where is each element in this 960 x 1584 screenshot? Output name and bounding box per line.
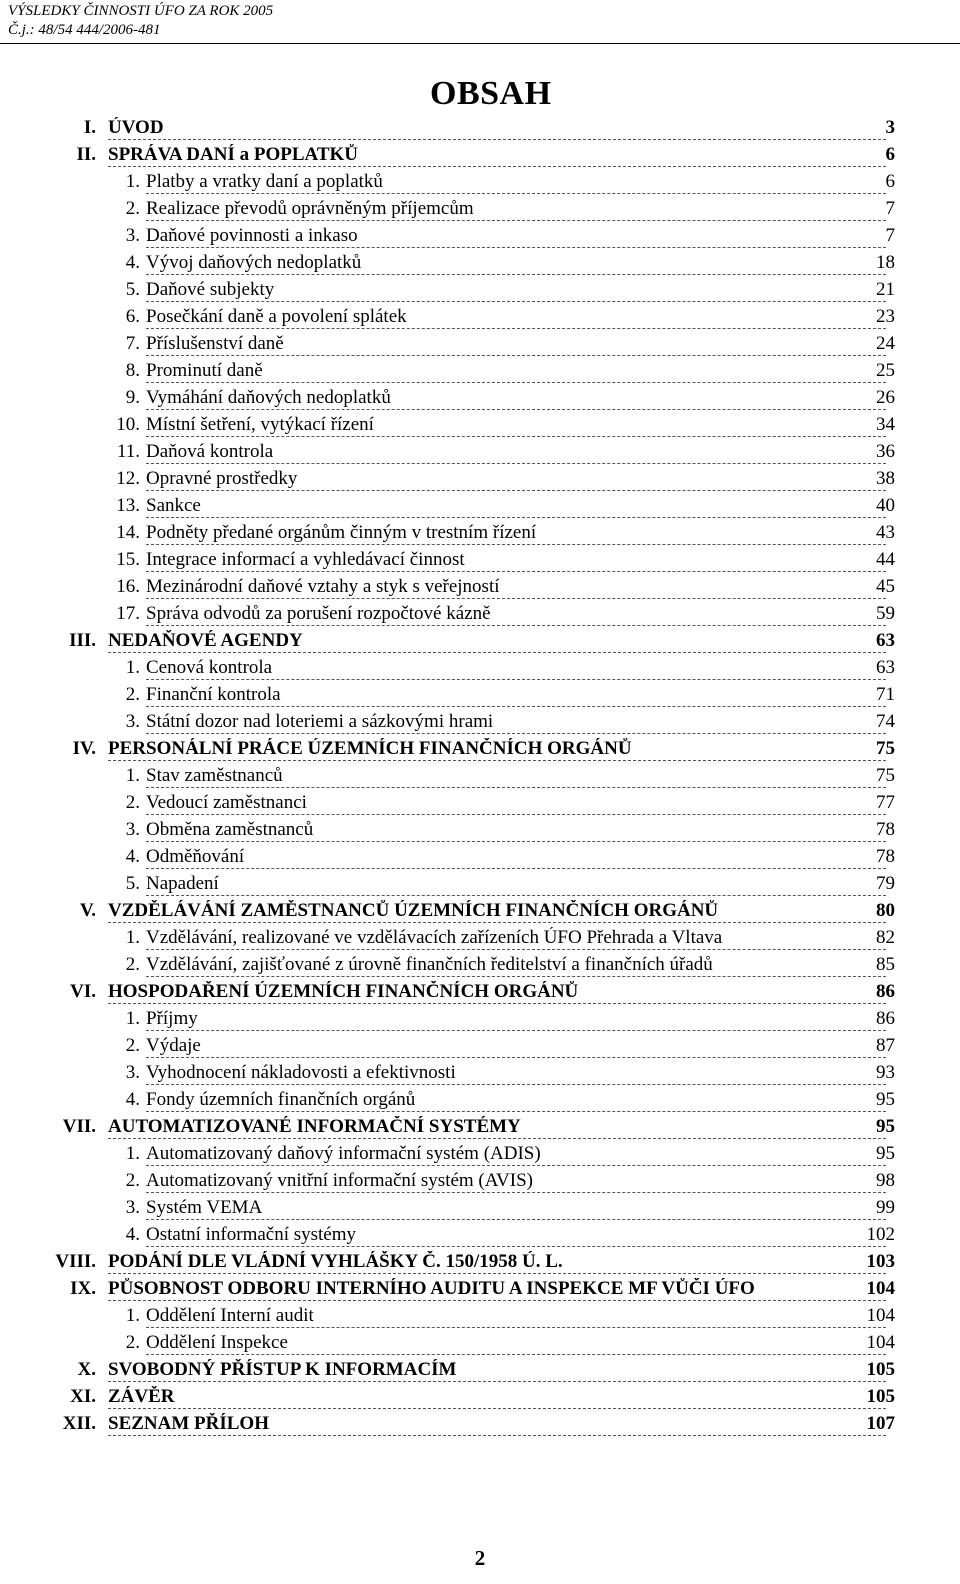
toc-entry-page: 36 (831, 441, 895, 463)
toc-entry-page: 99 (831, 1197, 895, 1219)
toc-entry-leader (146, 765, 886, 788)
toc-section-entry[interactable] (0, 627, 960, 654)
toc-entry-title: ZÁVĚR (108, 1386, 179, 1407)
toc-subsection-entry[interactable] (0, 816, 960, 843)
toc-subsection-entry[interactable] (0, 951, 960, 978)
toc-entry-number: X. (77, 1359, 96, 1380)
toc-entry-number: 1. (125, 927, 140, 948)
toc-entry-number: 10. (116, 414, 140, 435)
header-reference-number: Č.j.: 48/54 444/2006-481 (8, 22, 161, 38)
toc-entry-title: Cenová kontrola (146, 657, 276, 678)
toc-subsection-entry[interactable] (0, 168, 960, 195)
toc-section-entry[interactable] (0, 1275, 960, 1302)
toc-section-entry[interactable] (0, 141, 960, 168)
toc-entry-number: 1. (125, 657, 140, 678)
toc-entry-title: Daňové povinnosti a inkaso (146, 225, 362, 246)
toc-entry-leader (146, 873, 886, 896)
toc-subsection-entry[interactable] (0, 573, 960, 600)
toc-entry-number: 2. (125, 684, 140, 705)
toc-entry-number: VI. (70, 981, 96, 1002)
toc-entry-number: 1. (125, 1143, 140, 1164)
toc-entry-page: 102 (831, 1224, 895, 1246)
toc-entry-leader (146, 1143, 886, 1166)
toc-entry-page: 74 (831, 711, 895, 733)
toc-entry-page: 104 (831, 1278, 895, 1300)
toc-entry-page: 40 (831, 495, 895, 517)
toc-entry-leader (146, 468, 886, 491)
toc-subsection-entry[interactable] (0, 789, 960, 816)
toc-entry-number: 4. (125, 252, 140, 273)
toc-entry-title: Automatizovaný daňový informační systém (ADIS) (146, 1143, 545, 1164)
toc-subsection-entry[interactable] (0, 330, 960, 357)
toc-entry-number: 3. (125, 1197, 140, 1218)
toc-entry-number: 2. (125, 1035, 140, 1056)
toc-subsection-entry[interactable] (0, 1221, 960, 1248)
toc-entry-leader (146, 792, 886, 815)
toc-entry-number: 7. (125, 333, 140, 354)
toc-entry-page: 77 (831, 792, 895, 814)
toc-entry-title: Prominutí daně (146, 360, 267, 381)
toc-entry-leader (146, 954, 886, 977)
toc-entry-number: 4. (125, 1089, 140, 1110)
toc-entry-number: 5. (125, 279, 140, 300)
toc-entry-number: IX. (70, 1278, 96, 1299)
toc-entry-title: Vymáhání daňových nedoplatků (146, 387, 395, 408)
toc-section-entry[interactable] (0, 1113, 960, 1140)
toc-entry-leader (146, 1332, 886, 1355)
toc-entry-page: 87 (831, 1035, 895, 1057)
toc-entry-page: 104 (831, 1332, 895, 1354)
toc-entry-page: 78 (831, 819, 895, 841)
toc-entry-page: 78 (831, 846, 895, 868)
toc-entry-leader (146, 171, 886, 194)
toc-entry-page: 7 (831, 198, 895, 220)
toc-entry-title: Příjmy (146, 1008, 202, 1029)
toc-entry-leader (146, 1035, 886, 1058)
toc-entry-title: PERSONÁLNÍ PRÁCE ÚZEMNÍCH FINANČNÍCH ORGÁNŮ (108, 738, 636, 759)
toc-subsection-entry[interactable] (0, 1194, 960, 1221)
toc-subsection-entry[interactable] (0, 465, 960, 492)
toc-entry-leader (146, 576, 886, 599)
toc-entry-title: SEZNAM PŘÍLOH (108, 1413, 273, 1434)
toc-entry-leader (146, 711, 886, 734)
toc-entry-title: Ostatní informační systémy (146, 1224, 360, 1245)
toc-subsection-entry[interactable] (0, 1086, 960, 1113)
toc-subsection-entry[interactable] (0, 303, 960, 330)
toc-entry-leader (146, 1089, 886, 1112)
toc-entry-number: II. (76, 144, 96, 165)
toc-subsection-entry[interactable] (0, 438, 960, 465)
toc-entry-number: 14. (116, 522, 140, 543)
toc-entry-page: 75 (831, 765, 895, 787)
toc-entry-title: Posečkání daně a povolení splátek (146, 306, 411, 327)
toc-entry-page: 105 (831, 1386, 895, 1408)
toc-entry-page: 38 (831, 468, 895, 490)
toc-entry-page: 80 (831, 900, 895, 922)
toc-entry-page: 95 (831, 1143, 895, 1165)
toc-entry-leader (146, 819, 886, 842)
toc-entry-number: 1. (125, 1305, 140, 1326)
toc-entry-page: 6 (831, 144, 895, 166)
toc-entry-title: Obměna zaměstnanců (146, 819, 317, 840)
toc-entry-page: 44 (831, 549, 895, 571)
toc-entry-leader (146, 927, 886, 950)
toc-entry-title: Místní šetření, vytýkací řízení (146, 414, 378, 435)
toc-entry-number: XII. (62, 1413, 96, 1434)
toc-section-entry[interactable] (0, 1356, 960, 1383)
toc-subsection-entry[interactable] (0, 843, 960, 870)
toc-entry-leader (146, 387, 886, 410)
toc-entry-number: 8. (125, 360, 140, 381)
toc-entry-leader (146, 414, 886, 437)
toc-entry-number: 3. (125, 819, 140, 840)
toc-entry-title: Sankce (146, 495, 205, 516)
toc-entry-leader (108, 144, 886, 167)
toc-entry-title: ÚVOD (108, 117, 168, 138)
toc-entry-number: 1. (125, 1008, 140, 1029)
toc-section-entry[interactable] (0, 978, 960, 1005)
toc-entry-title: Vedoucí zaměstnanci (146, 792, 311, 813)
toc-entry-page: 85 (831, 954, 895, 976)
toc-entry-page: 98 (831, 1170, 895, 1192)
toc-subsection-entry[interactable] (0, 384, 960, 411)
toc-subsection-entry[interactable] (0, 654, 960, 681)
toc-entry-number: IV. (72, 738, 96, 759)
toc-entry-leader (146, 1008, 886, 1031)
toc-entry-leader (108, 1359, 886, 1382)
toc-entry-title: SPRÁVA DANÍ a POPLATKŮ (108, 144, 362, 165)
toc-subsection-entry[interactable] (0, 357, 960, 384)
toc-entry-page: 6 (831, 171, 895, 193)
toc-entry-leader (146, 603, 886, 626)
toc-entry-page: 59 (831, 603, 895, 625)
toc-subsection-entry[interactable] (0, 1329, 960, 1356)
toc-entry-page: 63 (831, 657, 895, 679)
toc-entry-leader (146, 360, 886, 383)
toc-entry-title: Vyhodnocení nákladovosti a efektivnosti (146, 1062, 460, 1083)
toc-section-entry[interactable] (0, 897, 960, 924)
toc-entry-number: XI. (70, 1386, 96, 1407)
toc-entry-title: Daňové subjekty (146, 279, 278, 300)
toc-entry-leader (146, 252, 886, 275)
toc-entry-title: Daňová kontrola (146, 441, 277, 462)
toc-entry-title: Fondy územních finančních orgánů (146, 1089, 419, 1110)
page-title: OBSAH (430, 75, 552, 112)
toc-entry-number: VII. (62, 1116, 96, 1137)
toc-entry-number: V. (79, 900, 96, 921)
toc-entry-page: 95 (831, 1089, 895, 1111)
toc-entry-page: 7 (831, 225, 895, 247)
toc-entry-title: Opravné prostředky (146, 468, 301, 489)
toc-entry-number: 16. (116, 576, 140, 597)
toc-entry-leader (146, 846, 886, 869)
toc-subsection-entry[interactable] (0, 195, 960, 222)
toc-entry-leader (108, 981, 886, 1004)
toc-entry-number: 3. (125, 225, 140, 246)
toc-subsection-entry[interactable] (0, 708, 960, 735)
toc-entry-leader (108, 1116, 886, 1139)
toc-entry-leader (108, 900, 886, 923)
toc-section-entry[interactable] (0, 735, 960, 762)
toc-subsection-entry[interactable] (0, 1167, 960, 1194)
toc-entry-title: Oddělení Interní audit (146, 1305, 318, 1326)
toc-entry-title: Příslušenství daně (146, 333, 288, 354)
toc-entry-page: 3 (831, 117, 895, 139)
toc-entry-number: 2. (125, 1170, 140, 1191)
toc-entry-leader (108, 1278, 886, 1301)
toc-entry-page: 93 (831, 1062, 895, 1084)
toc-subsection-entry[interactable] (0, 249, 960, 276)
toc-entry-page: 75 (831, 738, 895, 760)
toc-entry-page: 45 (831, 576, 895, 598)
page-number: 2 (474, 1546, 486, 1570)
toc-subsection-entry[interactable] (0, 519, 960, 546)
toc-entry-title: Automatizovaný vnitřní informační systém (AVIS) (146, 1170, 537, 1191)
toc-entry-title: Finanční kontrola (146, 684, 285, 705)
toc-entry-page: 71 (831, 684, 895, 706)
toc-entry-page: 26 (831, 387, 895, 409)
toc-entry-title: NEDAŇOVÉ AGENDY (108, 630, 307, 651)
toc-subsection-entry[interactable] (0, 1005, 960, 1032)
toc-entry-title: Platby a vratky daní a poplatků (146, 171, 387, 192)
toc-entry-title: Systém VEMA (146, 1197, 266, 1218)
toc-entry-number: 3. (125, 711, 140, 732)
toc-entry-number: 3. (125, 1062, 140, 1083)
toc-entry-title: Vzdělávání, realizované ve vzdělávacích zařízeních ÚFO Přehrada a Vltava (146, 927, 726, 948)
toc-entry-leader (146, 225, 886, 248)
toc-entry-leader (146, 441, 886, 464)
toc-entry-number: 6. (125, 306, 140, 327)
toc-entry-leader (146, 306, 886, 329)
toc-entry-page: 43 (831, 522, 895, 544)
toc-entry-page: 105 (831, 1359, 895, 1381)
toc-entry-number: III. (69, 630, 96, 651)
toc-entry-page: 82 (831, 927, 895, 949)
toc-entry-number: 17. (116, 603, 140, 624)
toc-entry-number: 1. (125, 171, 140, 192)
toc-entry-leader (146, 1197, 886, 1220)
toc-entry-title: Mezinárodní daňové vztahy a styk s veřejností (146, 576, 504, 597)
toc-entry-leader (108, 117, 886, 140)
toc-entry-page: 86 (831, 1008, 895, 1030)
toc-entry-number: 1. (125, 765, 140, 786)
toc-subsection-entry[interactable] (0, 1302, 960, 1329)
toc-entry-title: PODÁNÍ DLE VLÁDNÍ VYHLÁŠKY Č. 150/1958 Ú. L. (108, 1251, 567, 1272)
toc-entry-title: Vzdělávání, zajišťované z úrovně finančních ředitelství a finančních úřadů (146, 954, 717, 975)
toc-subsection-entry[interactable] (0, 411, 960, 438)
toc-entry-leader (146, 549, 886, 572)
toc-entry-page: 86 (831, 981, 895, 1003)
toc-entry-page: 34 (831, 414, 895, 436)
toc-entry-title: Oddělení Inspekce (146, 1332, 292, 1353)
toc-subsection-entry[interactable] (0, 276, 960, 303)
toc-entry-number: VIII. (55, 1251, 96, 1272)
toc-subsection-entry[interactable] (0, 600, 960, 627)
toc-entry-leader (146, 333, 886, 356)
toc-entry-leader (108, 1386, 886, 1409)
toc-subsection-entry[interactable] (0, 924, 960, 951)
toc-entry-number: 4. (125, 846, 140, 867)
toc-section-entry[interactable] (0, 114, 960, 141)
toc-subsection-entry[interactable] (0, 681, 960, 708)
toc-entry-title: SVOBODNÝ PŘÍSTUP K INFORMACÍM (108, 1359, 461, 1380)
toc-entry-page: 107 (831, 1413, 895, 1435)
toc-entry-title: Stav zaměstnanců (146, 765, 287, 786)
toc-entry-number: 5. (125, 873, 140, 894)
running-header (8, 2, 273, 40)
table-of-contents (0, 114, 960, 1437)
toc-subsection-entry[interactable] (0, 870, 960, 897)
toc-entry-leader (108, 630, 886, 653)
toc-entry-title: Napadení (146, 873, 223, 894)
toc-entry-page: 21 (831, 279, 895, 301)
toc-subsection-entry[interactable] (0, 1032, 960, 1059)
toc-entry-page: 95 (831, 1116, 895, 1138)
toc-entry-number: I. (83, 117, 96, 138)
toc-subsection-entry[interactable] (0, 222, 960, 249)
toc-section-entry[interactable] (0, 1410, 960, 1437)
toc-entry-number: 2. (125, 792, 140, 813)
toc-entry-title: PŮSOBNOST ODBORU INTERNÍHO AUDITU A INSPEKCE MF VŮČI ÚFO (108, 1278, 759, 1299)
toc-entry-page: 25 (831, 360, 895, 382)
toc-entry-title: Odměňování (146, 846, 248, 867)
toc-entry-page: 63 (831, 630, 895, 652)
toc-entry-number: 13. (116, 495, 140, 516)
toc-entry-leader (146, 657, 886, 680)
toc-entry-title: AUTOMATIZOVANÉ INFORMAČNÍ SYSTÉMY (108, 1116, 525, 1137)
toc-entry-number: 2. (125, 198, 140, 219)
toc-entry-leader (108, 1413, 886, 1436)
header-report-title: VÝSLEDKY ČINNOSTI ÚFO ZA ROK 2005 (8, 3, 274, 19)
toc-section-entry[interactable] (0, 1383, 960, 1410)
toc-entry-leader (146, 198, 886, 221)
toc-entry-leader (146, 522, 886, 545)
toc-entry-title: Státní dozor nad loteriemi a sázkovými hrami (146, 711, 497, 732)
toc-entry-leader (146, 495, 886, 518)
toc-entry-title: VZDĚLÁVÁNÍ ZAMĚSTNANCŮ ÚZEMNÍCH FINANČNÍCH ORGÁNŮ (108, 900, 722, 921)
toc-entry-number: 15. (116, 549, 140, 570)
toc-subsection-entry[interactable] (0, 546, 960, 573)
toc-section-entry[interactable] (0, 1248, 960, 1275)
toc-entry-leader (146, 1170, 886, 1193)
toc-entry-title: Realizace převodů oprávněným příjemcům (146, 198, 478, 219)
toc-entry-leader (146, 1062, 886, 1085)
toc-entry-leader (146, 279, 886, 302)
toc-entry-number: 12. (116, 468, 140, 489)
toc-entry-leader (146, 1305, 886, 1328)
toc-subsection-entry[interactable] (0, 492, 960, 519)
toc-entry-number: 2. (125, 1332, 140, 1353)
toc-subsection-entry[interactable] (0, 762, 960, 789)
toc-entry-title: Integrace informací a vyhledávací činnost (146, 549, 469, 570)
toc-subsection-entry[interactable] (0, 1059, 960, 1086)
toc-entry-title: Vývoj daňových nedoplatků (146, 252, 365, 273)
toc-entry-leader (108, 1251, 886, 1274)
toc-entry-title: Podněty předané orgánům činným v trestním řízení (146, 522, 540, 543)
toc-subsection-entry[interactable] (0, 1140, 960, 1167)
toc-entry-number: 4. (125, 1224, 140, 1245)
toc-entry-page: 103 (831, 1251, 895, 1273)
header-divider (0, 43, 960, 44)
toc-entry-page: 18 (831, 252, 895, 274)
toc-entry-number: 2. (125, 954, 140, 975)
toc-entry-leader (108, 738, 886, 761)
toc-entry-leader (146, 1224, 886, 1247)
toc-entry-number: 9. (125, 387, 140, 408)
toc-entry-leader (146, 684, 886, 707)
toc-entry-title: Správa odvodů za porušení rozpočtové kázně (146, 603, 495, 624)
toc-entry-page: 23 (831, 306, 895, 328)
toc-entry-page: 79 (831, 873, 895, 895)
toc-entry-page: 24 (831, 333, 895, 355)
toc-entry-page: 104 (831, 1305, 895, 1327)
toc-entry-number: 11. (116, 441, 140, 462)
toc-entry-title: Výdaje (146, 1035, 205, 1056)
toc-entry-title: HOSPODAŘENÍ ÚZEMNÍCH FINANČNÍCH ORGÁNŮ (108, 981, 582, 1002)
